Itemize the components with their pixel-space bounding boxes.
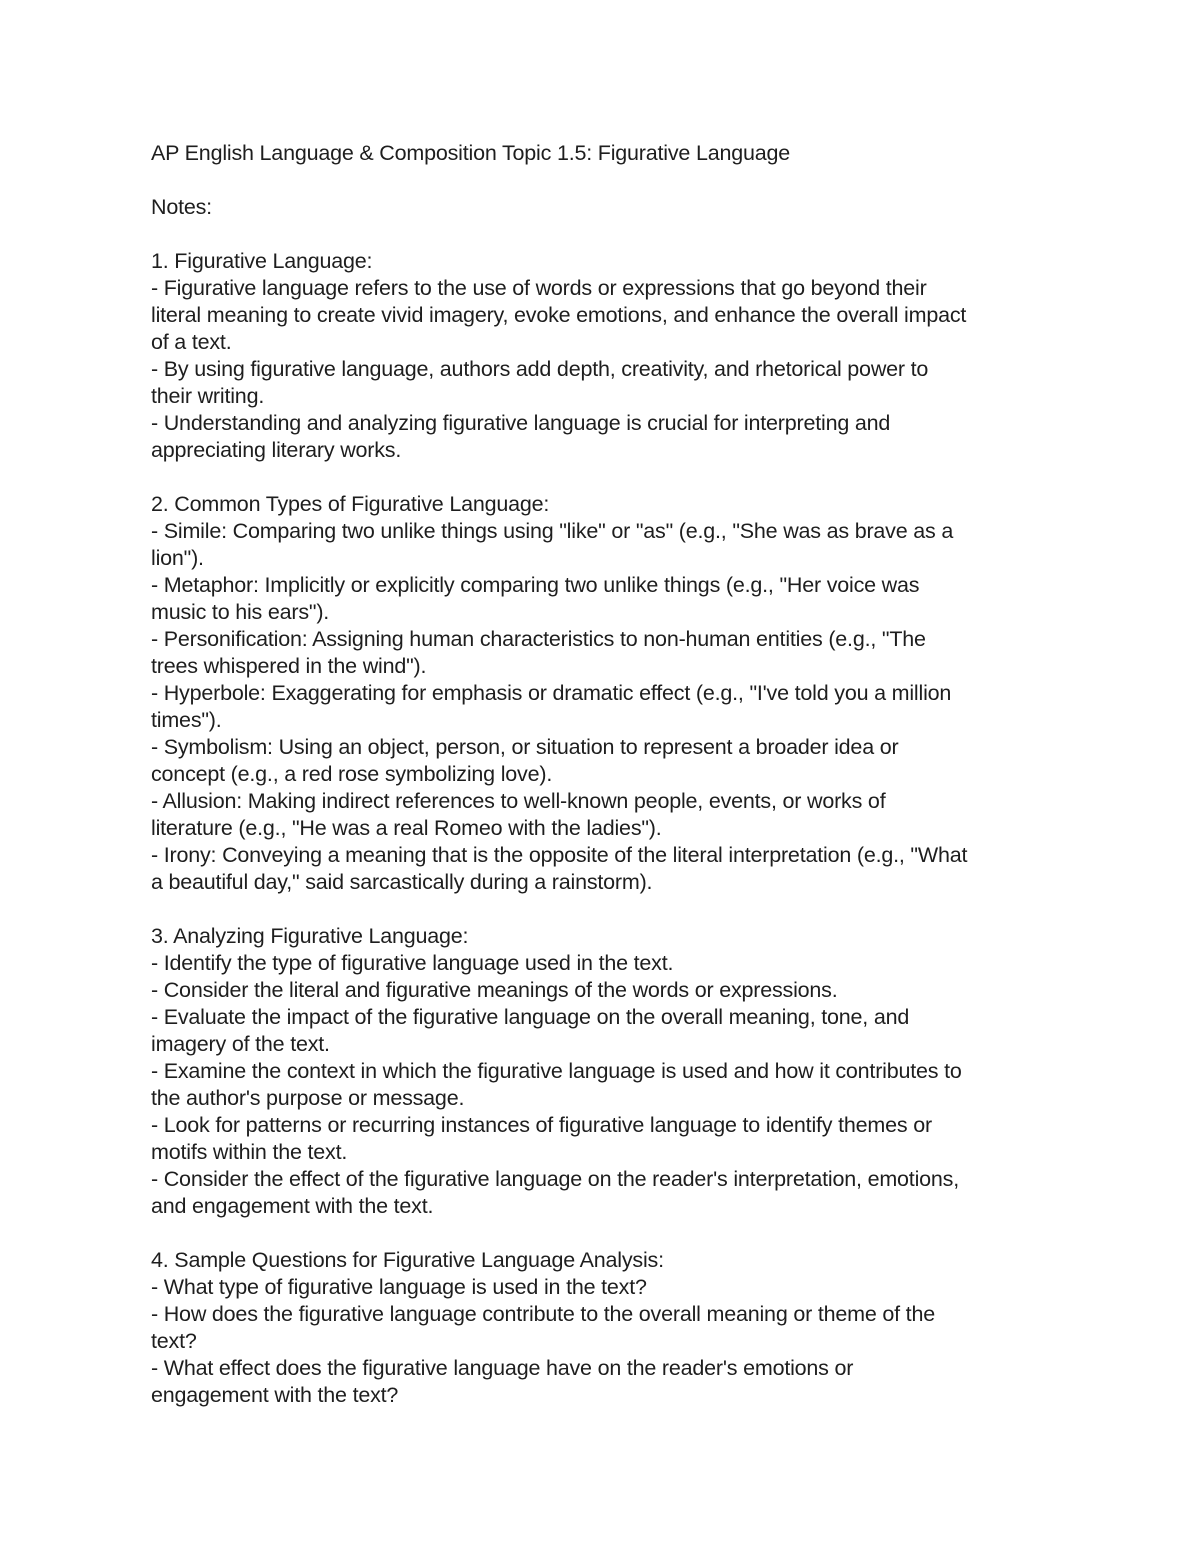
text-line: - Figurative language refers to the use of words or expressions that go beyond their bbox=[151, 276, 927, 300]
text-line: - Allusion: Making indirect references to well-known people, events, or works of bbox=[151, 789, 886, 813]
spacer bbox=[151, 221, 1056, 248]
text-line: times"). bbox=[151, 708, 222, 732]
document-page bbox=[151, 140, 1056, 1409]
section-sample-questions bbox=[151, 1247, 1056, 1409]
text-line: text? bbox=[151, 1329, 197, 1353]
section-analyzing bbox=[151, 923, 1056, 1220]
section-heading: 4. Sample Questions for Figurative Language Analysis: bbox=[151, 1248, 664, 1272]
section-figurative-language bbox=[151, 248, 1056, 464]
text-line: motifs within the text. bbox=[151, 1140, 348, 1164]
text-line: literature (e.g., "He was a real Romeo with the ladies"). bbox=[151, 816, 662, 840]
text-line: - Look for patterns or recurring instances of figurative language to identify themes or bbox=[151, 1113, 932, 1137]
notes-label: Notes: bbox=[151, 195, 212, 219]
section-heading: 3. Analyzing Figurative Language: bbox=[151, 924, 469, 948]
section-heading: 2. Common Types of Figurative Language: bbox=[151, 492, 550, 516]
document-title: AP English Language & Composition Topic 1.5: Figurative Language bbox=[151, 141, 791, 165]
spacer bbox=[151, 896, 1056, 923]
text-line: - Evaluate the impact of the figurative language on the overall meaning, tone, and bbox=[151, 1005, 910, 1029]
text-line: and engagement with the text. bbox=[151, 1194, 434, 1218]
section-heading: 1. Figurative Language: bbox=[151, 249, 373, 273]
text-line: - Irony: Conveying a meaning that is the opposite of the literal interpretation (e.g., "What bbox=[151, 843, 968, 867]
text-line: - What type of figurative language is used in the text? bbox=[151, 1275, 647, 1299]
text-line: - Metaphor: Implicitly or explicitly comparing two unlike things (e.g., "Her voice was bbox=[151, 573, 920, 597]
text-line: - By using figurative language, authors add depth, creativity, and rhetorical power to bbox=[151, 357, 929, 381]
text-line: - Hyperbole: Exaggerating for emphasis or dramatic effect (e.g., "I've told you a million bbox=[151, 681, 952, 705]
spacer bbox=[151, 1220, 1056, 1247]
text-line: the author's purpose or message. bbox=[151, 1086, 465, 1110]
text-line: their writing. bbox=[151, 384, 265, 408]
text-line: - Simile: Comparing two unlike things using "like" or "as" (e.g., "She was as brave as a bbox=[151, 519, 954, 543]
text-line: - Personification: Assigning human characteristics to non-human entities (e.g., "The bbox=[151, 627, 926, 651]
text-line: of a text. bbox=[151, 330, 232, 354]
text-line: imagery of the text. bbox=[151, 1032, 330, 1056]
text-line: music to his ears"). bbox=[151, 600, 330, 624]
text-line: - Understanding and analyzing figurative language is crucial for interpreting and bbox=[151, 411, 891, 435]
section-common-types bbox=[151, 491, 1056, 896]
spacer bbox=[151, 167, 1056, 194]
text-line: engagement with the text? bbox=[151, 1383, 399, 1407]
text-line: - Examine the context in which the figurative language is used and how it contributes to bbox=[151, 1059, 962, 1083]
text-line: appreciating literary works. bbox=[151, 438, 402, 462]
text-line: trees whispered in the wind"). bbox=[151, 654, 427, 678]
text-line: concept (e.g., a red rose symbolizing love). bbox=[151, 762, 553, 786]
text-line: - Consider the effect of the figurative language on the reader's interpretation, emotions, bbox=[151, 1167, 959, 1191]
text-line: - What effect does the figurative language have on the reader's emotions or bbox=[151, 1356, 854, 1380]
text-line: - How does the figurative language contribute to the overall meaning or theme of the bbox=[151, 1302, 935, 1326]
spacer bbox=[151, 464, 1056, 491]
text-line: lion"). bbox=[151, 546, 204, 570]
text-line: - Consider the literal and figurative meanings of the words or expressions. bbox=[151, 978, 838, 1002]
text-line: - Symbolism: Using an object, person, or situation to represent a broader idea or bbox=[151, 735, 899, 759]
text-line: a beautiful day," said sarcastically during a rainstorm). bbox=[151, 870, 653, 894]
text-line: - Identify the type of figurative language used in the text. bbox=[151, 951, 674, 975]
text-line: literal meaning to create vivid imagery, evoke emotions, and enhance the overall impact bbox=[151, 303, 967, 327]
